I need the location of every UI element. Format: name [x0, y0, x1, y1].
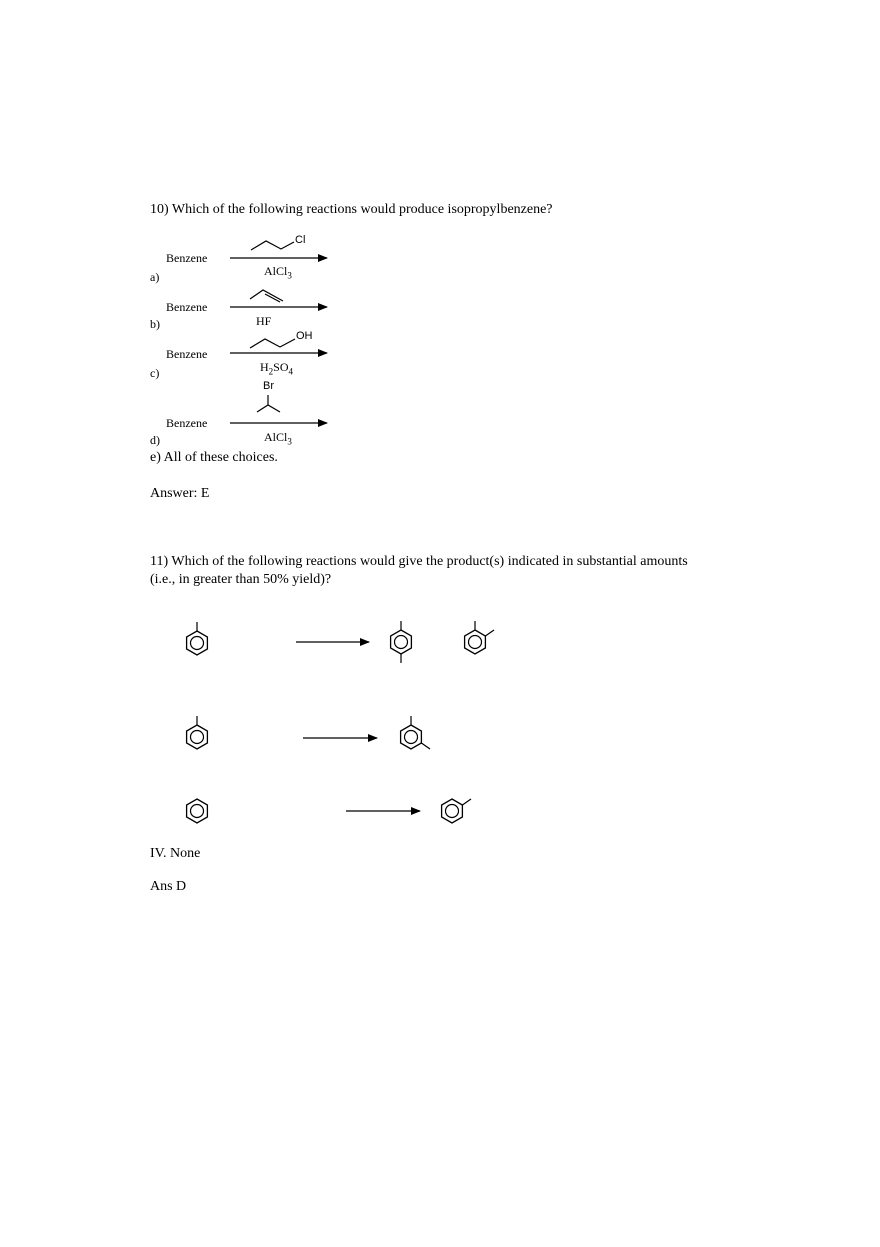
q11-row1-toluene: [187, 622, 208, 655]
q11-row1-para-xylene: [391, 621, 412, 663]
q10-d-catalyst: AlCl$_3$: [264, 430, 292, 447]
q10-c-reagent-label: OH: [296, 330, 313, 342]
q10-answer: Answer: E: [150, 486, 210, 501]
q10-c-catalyst: $H_2SO_4$: [260, 360, 294, 377]
q11-question-line2: (i.e., in greater than 50% yield)?: [150, 572, 332, 587]
q10-a-catalyst: AlCl$_3$: [264, 264, 292, 281]
q10-a-letter: a): [150, 270, 160, 284]
q11-question-line1: 11) Which of the following reactions would give the product(s) indicated in substantial amounts: [150, 554, 688, 569]
q10-question: 10) Which of the following reactions would produce isopropylbenzene?: [150, 202, 553, 217]
q10-a-reactant: Benzene: [166, 251, 208, 265]
q11-row3-toluene: [442, 799, 471, 823]
q10-c-letter: c): [150, 366, 160, 380]
q10-option-e: e) All of these choices.: [150, 450, 278, 465]
q10-b-reactant: Benzene: [166, 300, 208, 314]
q10-a-chloropropane: [251, 241, 294, 250]
q11-row2-toluene: [187, 716, 208, 749]
q10-b-letter: b): [150, 317, 160, 331]
q11-row1-meta-xylene: [465, 621, 494, 654]
q10-b-catalyst: HF: [256, 314, 272, 328]
q10-a-reagent-label: Cl: [295, 234, 306, 246]
q10-c-propanol: [250, 339, 295, 348]
q10-d-reactant: Benzene: [166, 416, 208, 430]
q10-b-propene: [250, 290, 283, 302]
q10-d-letter: d): [150, 433, 160, 447]
q11-row3-benzene: [187, 799, 208, 823]
q11-option-iv: IV. None: [150, 846, 201, 861]
q10-d-reagent-label: Br: [263, 380, 274, 392]
q10-c-reactant: Benzene: [166, 347, 208, 361]
q10-d-bromopropane: [257, 395, 280, 412]
q11-answer: Ans D: [150, 879, 187, 894]
q11-row2-meta-xylene: [401, 716, 430, 749]
